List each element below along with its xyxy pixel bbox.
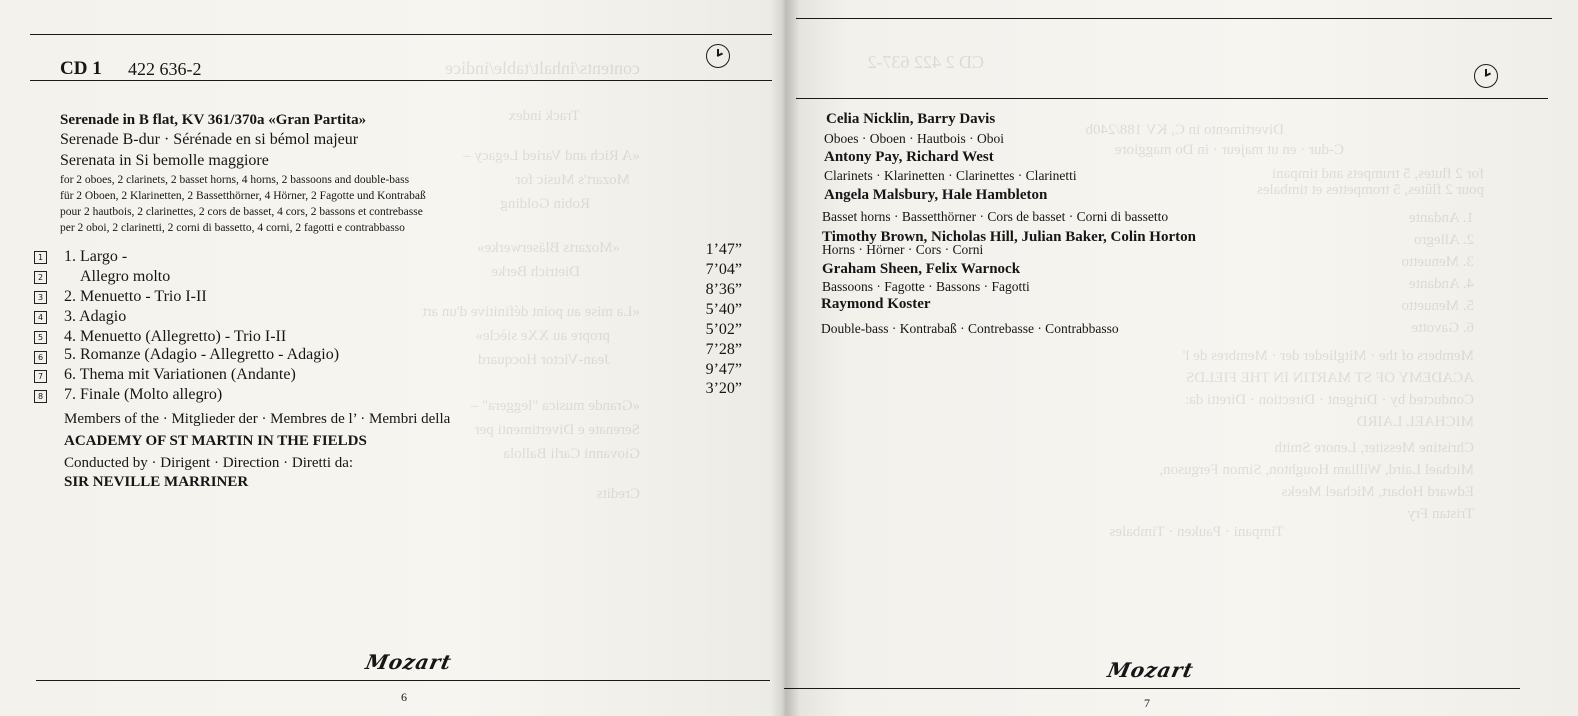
track-title: 2. Menuetto - Trio I-II <box>64 288 207 305</box>
top-rule <box>796 18 1552 19</box>
track-duration: 8’36” <box>705 281 742 298</box>
cd-label: CD 1 <box>60 58 102 79</box>
top-rule <box>30 34 772 35</box>
conductor-name: SIR NEVILLE MARRINER <box>64 474 249 490</box>
track-number-badge: 6 <box>34 351 47 364</box>
track-number-badge: 3 <box>34 291 47 304</box>
mozart-signature: Mozart <box>363 650 455 674</box>
instrumentation-fr: pour 2 hautbois, 2 clarinettes, 2 cors de basset, 4 cors, 2 bassons et contrebasse <box>60 206 423 218</box>
clock-icon <box>1474 64 1498 88</box>
header-rule <box>30 80 772 81</box>
track-title: 7. Finale (Molto allegro) <box>64 386 223 403</box>
performer-instruments: Oboes · Oboen · Hautbois · Oboi <box>824 131 1004 146</box>
track-title: 3. Adagio <box>64 308 127 325</box>
work-subtitle-de-fr: Serenade B-dur · Sérénade en si bémol majeur <box>60 131 359 148</box>
track-duration: 1’47” <box>705 241 742 258</box>
footer-rule <box>36 680 770 681</box>
track-duration: 9’47” <box>705 361 742 378</box>
clock-icon <box>706 44 730 68</box>
instrumentation-de: für 2 Oboen, 2 Klarinetten, 2 Bassetthörner, 4 Hörner, 2 Fagotte und Kontrabaß <box>60 190 426 202</box>
header-rule <box>796 98 1548 99</box>
track-number-badge: 4 <box>34 311 47 324</box>
performer-instruments: Double-bass · Kontrabaß · Contrebasse · Contrabbasso <box>821 321 1119 336</box>
performer-names: Raymond Koster <box>821 296 931 312</box>
right-page: CD 2 422 637-2 Divertimento in C, KV 188/240b C-dur · en ut majeur · in Do maggiore for 2 flutes, 5 trumpets and timpani pour 2 flûtes, 5 trompettes et timbales 1. Andante 2. Allegro 3. Menuetto 4. Andante 5. Menuetto 6. Gavotte Members of the · Mitglieder der · Membres de l' ACADEMY OF ST MARTIN IN THE FIELDS Conducted by · Dirigent · Direction · Diretti da: MICHAEL LAIRD Christine Messiter, Lenore Smith Michael Laird, William Houghton, Simon Ferguson, Edward Hobart, Michael Meeks Tristan Fry Timpani · Pauken · Timbales Celia Nicklin, Barry Davis Oboes · Oboen · Hautbois · Oboi Antony Pay, Richard West Clarinets · Klarinetten · Clarinettes · Clarinetti Angela Malsbury, Hale Hambleton Basset horns · Bassetthörner · Cors de basset · Corni di bassetto Timothy Brown, Nicholas Hill, Julian Baker, Colin Horton Horns · Hörner · Cors · Corni Graham Sheen, Felix Warnock Bassoons · Fagotte · Bassons · Fagotti Raymond Koster Double-bass · Kontrabaß · Contrebasse · Contrabbasso Mozart 7 <box>784 0 1578 716</box>
track-duration: 3’20” <box>705 380 742 397</box>
track-title: Allegro molto <box>80 268 171 285</box>
performer-instruments: Horns · Hörner · Cors · Corni <box>822 242 984 257</box>
members-line: Members of the · Mitglieder der · Membres de l’ · Membri della <box>64 411 451 427</box>
track-title: 1. Largo - <box>64 248 128 265</box>
work-title: Serenade in B flat, KV 361/370a «Gran Partita» <box>60 112 367 128</box>
page-number: 6 <box>401 690 407 704</box>
performer-instruments: Bassoons · Fagotte · Bassons · Fagotti <box>822 279 1030 294</box>
performer-names: Antony Pay, Richard West <box>824 149 994 165</box>
work-subtitle-it: Serenata in Si bemolle maggiore <box>60 152 269 169</box>
track-number-badge: 1 <box>34 251 47 264</box>
left-page: contents/inhalt/table/indice Track index «A Rich and Varied Legacy – Mozart's Music for Robin Golding «Mozarts Bläserwerke» Dietrich Berke «La mise au point définitive d'un art propre au XXe siècle» Jean-Victor Hocquard «Grande musica "leggera" – Serenate e Divertimenti per Giovanni Carli Ballola Credits CD 1 422 636-2 Serenade in B flat, KV 361/370a «Gran Partita» Serenade B-dur · Sérénade en si bémol majeur Serenata in Si bemolle maggiore for 2 oboes, 2 clarinets, 2 basset horns, 4 horns, 2 bassoons and double-bass für 2 Oboen, 2 Klarinetten, 2 Bassetthörner, 4 Hörner, 2 Fagotte und Kontrabaß pour 2 hautbois, 2 clarinettes, 2 cors de basset, 4 cors, 2 bassons et contrebasse per 2 oboi, 2 clarinetti, 2 corni di bassetto, 4 corni, 2 fagotti e contrabbasso 1 1. Largo - 1’47” 2 Allegro molto 7’04” 3 2. Menuetto - Trio I-II 8’36” 4 3. Adagio 5’40” 5 4. Menuetto (Allegretto) - Trio I-II 5’02” 6 5. Romanze (Adagio - Allegretto - Adagio) 7’28” 7 6. Thema mit Variationen (Andante) 9’47” 8 7. Finale (Molto allegro) 3’20” Members of the · Mitglieder der · Membres de l’ · Membri della ACADEMY OF ST MARTIN IN THE FIELDS Conducted by · Dirigent · Direction · Diretti da: SIR NEVILLE MARRINER Mozart 6 <box>0 0 782 716</box>
track-duration: 7’04” <box>705 261 742 278</box>
track-title: 6. Thema mit Variationen (Andante) <box>64 366 296 383</box>
track-title: 4. Menuetto (Allegretto) - Trio I-II <box>64 328 287 345</box>
ensemble-name: ACADEMY OF ST MARTIN IN THE FIELDS <box>64 433 367 449</box>
track-duration: 7’28” <box>705 341 742 358</box>
performer-instruments: Basset horns · Bassetthörner · Cors de basset · Corni di bassetto <box>822 209 1169 224</box>
track-duration: 5’40” <box>705 301 742 318</box>
track-number-badge: 2 <box>34 271 47 284</box>
track-title: 5. Romanze (Adagio - Allegretto - Adagio) <box>64 346 340 363</box>
page-number: 7 <box>1144 696 1150 710</box>
instrumentation-it: per 2 oboi, 2 clarinetti, 2 corni di bassetto, 4 corni, 2 fagotti e contrabbasso <box>60 222 405 234</box>
instrumentation-en: for 2 oboes, 2 clarinets, 2 basset horns, 4 horns, 2 bassoons and double-bass <box>60 174 410 186</box>
performer-names: Angela Malsbury, Hale Hambleton <box>824 187 1048 203</box>
track-number-badge: 5 <box>34 331 47 344</box>
track-number-badge: 7 <box>34 370 47 383</box>
conducted-by-line: Conducted by · Dirigent · Direction · Diretti da: <box>64 455 354 471</box>
performer-names: Graham Sheen, Felix Warnock <box>822 261 1021 277</box>
track-duration: 5’02” <box>705 321 742 338</box>
performer-instruments: Clarinets · Klarinetten · Clarinettes · Clarinetti <box>824 168 1077 183</box>
performer-names: Celia Nicklin, Barry Davis <box>826 111 996 127</box>
track-number-badge: 8 <box>34 390 47 403</box>
performer-names: Timothy Brown, Nicholas Hill, Julian Baker, Colin Horton <box>822 229 1196 245</box>
mozart-signature: Mozart <box>1105 658 1197 682</box>
catalogue-number: 422 636-2 <box>128 59 202 79</box>
footer-rule <box>784 688 1520 689</box>
